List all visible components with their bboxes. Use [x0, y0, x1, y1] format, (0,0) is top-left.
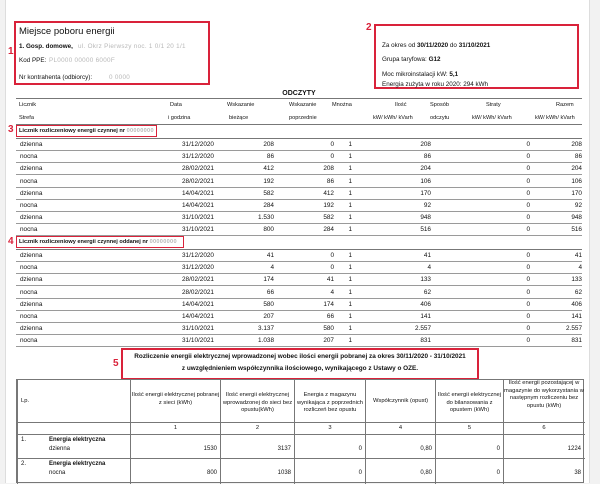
reading-losses: 0: [526, 177, 530, 185]
col-current: Wskazanie: [227, 102, 255, 108]
reading-previous: 0: [330, 264, 334, 272]
reading-multiplier: 1: [348, 264, 352, 272]
reading-current: 3.137: [258, 325, 274, 333]
power-row: [382, 71, 458, 78]
reading-previous: 582: [323, 214, 334, 222]
contractor-value: 0 0000: [109, 74, 131, 81]
header-title: Miejsce poboru energii: [19, 26, 115, 37]
reading-multiplier: 1: [348, 276, 352, 284]
reading-losses: 0: [526, 300, 530, 308]
reading-multiplier: 1: [348, 313, 352, 320]
settlement-value: 0: [496, 470, 500, 476]
reading-multiplier: 1: [348, 300, 352, 308]
col-num-3: 3: [328, 425, 332, 431]
col-pobrana: Ilość energii elektrycznej pobranej z sieci (kWh): [131, 392, 220, 406]
reading-total: 41: [574, 252, 582, 259]
reading-quantity: 2.557: [415, 325, 431, 333]
ppe-label: Kod PPE:: [19, 57, 47, 64]
settlement-value: 800: [206, 470, 217, 476]
col-loss: Straty: [486, 102, 501, 108]
col-current-2: bieżące: [229, 115, 249, 121]
reading-row: [16, 162, 582, 175]
col-date: Data: [170, 102, 182, 108]
reading-row: [16, 322, 582, 335]
reading-total: 62: [574, 288, 582, 296]
reading-current: 1.038: [258, 337, 274, 345]
reading-current: 86: [266, 153, 274, 161]
tariff-row: [382, 56, 440, 63]
col-total-unit: kW/ kWh/ kVarh: [535, 115, 575, 121]
settlement-value: 3137: [277, 446, 291, 452]
col-prev-2: poprzednie: [289, 115, 317, 121]
reading-row: [16, 286, 582, 299]
reading-losses: 0: [526, 252, 530, 259]
reading-date: 31/10/2021: [182, 337, 214, 345]
reading-current: 208: [263, 141, 274, 148]
reading-zone: dzienna: [20, 189, 43, 197]
meter2-label: [19, 239, 177, 245]
readings-top-rule: [16, 98, 582, 99]
meter1-label: [19, 128, 154, 134]
reading-current: 580: [263, 300, 274, 308]
settlement-value: 38: [574, 470, 581, 476]
power-label: Moc mikroinstalacji kW:: [382, 71, 448, 78]
h3: [17, 458, 585, 459]
reading-row: [16, 211, 582, 224]
reading-date: 31/12/2020: [182, 252, 214, 259]
reading-row: [16, 150, 582, 163]
reading-total: 86: [574, 153, 582, 161]
reading-zone: nocna: [20, 177, 38, 185]
reading-previous: 207: [323, 337, 334, 345]
reading-multiplier: 1: [348, 325, 352, 333]
settlement-value: 0: [358, 446, 362, 452]
reading-previous: 174: [323, 300, 334, 308]
reading-current: 66: [266, 288, 274, 296]
reading-date: 31/12/2020: [182, 153, 214, 161]
reading-zone: dzienna: [20, 300, 43, 308]
reading-total: 406: [571, 300, 582, 308]
reading-quantity: 62: [423, 288, 431, 296]
col-zone: Strefa: [19, 115, 34, 121]
reading-row: [16, 138, 582, 151]
period-to: 31/10/2021: [458, 42, 491, 49]
reading-row: [16, 298, 582, 311]
annotation-4: 4: [8, 236, 14, 247]
contractor-label: Nr kontrahenta (odbiorcy):: [19, 74, 93, 81]
col-bilansowanie: Ilość energii elektrycznej do bilansowania z opustem (kWh): [437, 392, 502, 413]
settlement-title-1: Rozliczenie energii elektrycznej wprowadzonej wobec ilości energii pobranej za okres 30/11/2020 - 31/10/2021: [134, 353, 466, 360]
reading-current: 284: [263, 202, 274, 209]
address-label: 1. Gosp. domowe,: [19, 43, 73, 50]
reading-total: 831: [571, 337, 582, 345]
reading-current: 4: [270, 264, 274, 272]
reading-losses: 0: [526, 202, 530, 209]
reading-losses: 0: [526, 325, 530, 333]
h2: [17, 434, 585, 435]
period-to-word: do: [449, 42, 457, 49]
reading-previous: 0: [330, 252, 334, 259]
reading-current: 174: [263, 276, 274, 284]
settlement-table: [16, 379, 584, 483]
settlement-value: 1038: [277, 470, 291, 476]
usage-row: Energia zużyta w roku 2020: 294 kWh: [382, 81, 489, 88]
settlement-zone: dzienna: [49, 446, 71, 452]
reading-zone: nocna: [20, 264, 38, 272]
reading-date: 31/12/2020: [182, 141, 214, 148]
col-num-2: 2: [255, 425, 260, 431]
reading-previous: 0: [330, 141, 334, 148]
tariff-value: G12: [428, 56, 441, 63]
ppe-value: PL0000 00000 6000F: [49, 57, 115, 64]
settlement-value: 1530: [203, 446, 217, 452]
reading-losses: 0: [526, 214, 530, 222]
reading-multiplier: 1: [348, 214, 352, 222]
reading-quantity: 516: [420, 226, 431, 234]
reading-quantity: 106: [420, 177, 431, 185]
period-from: 30/11/2020: [417, 42, 449, 49]
settlement-lp: 2.: [21, 461, 27, 467]
reading-zone: nocna: [20, 313, 38, 320]
settlement-zone: nocna: [49, 470, 66, 476]
reading-current: 41: [266, 252, 274, 259]
col-loss-unit: kW/ kWh/ kVarh: [472, 115, 512, 121]
reading-zone: nocna: [20, 202, 38, 209]
reading-zone: dzienna: [20, 325, 43, 333]
col-wspolczynnik: Współczynnik (opust): [372, 398, 429, 404]
col-lp: Lp.: [21, 398, 30, 404]
col-magazyn: Energia z magazynu wynikająca z poprzednich rozliczeń bez opustu: [296, 392, 364, 413]
address-value: ul. Okrz Pierwszy noc. 1 0/1 20 1/1: [78, 43, 186, 50]
reading-zone: dzienna: [20, 165, 43, 173]
reading-zone: nocna: [20, 226, 38, 234]
reading-losses: 0: [526, 153, 530, 161]
reading-total: 4: [578, 264, 582, 272]
reading-losses: 0: [526, 264, 530, 272]
reading-row: [16, 199, 582, 212]
reading-row: [16, 334, 582, 347]
reading-date: 31/10/2021: [182, 214, 214, 222]
reading-row: [16, 187, 582, 200]
reading-row: [16, 310, 582, 323]
settlement-value: 0,80: [420, 446, 432, 452]
reading-losses: 0: [526, 337, 530, 345]
reading-previous: 66: [326, 313, 334, 320]
reading-previous: 0: [330, 153, 334, 161]
reading-quantity: 41: [423, 252, 431, 259]
reading-row: [16, 223, 582, 236]
reading-losses: 0: [526, 276, 530, 284]
reading-previous: 284: [323, 226, 334, 234]
reading-date: 31/10/2021: [182, 325, 214, 333]
col-qty-unit: kW/ kWh/ kVarh: [373, 115, 413, 121]
annotation-1: 1: [8, 46, 14, 57]
settlement-value: 1224: [567, 446, 581, 452]
annotation-5: 5: [113, 358, 119, 369]
col-total: Razem: [556, 102, 574, 108]
reading-multiplier: 1: [348, 288, 352, 296]
reading-current: 800: [263, 226, 274, 234]
reading-total: 516: [571, 226, 582, 234]
reading-previous: 86: [326, 177, 334, 185]
readings-title: ODCZYTY: [282, 90, 316, 97]
reading-previous: 4: [330, 288, 334, 296]
reading-multiplier: 1: [348, 177, 352, 185]
reading-date: 31/12/2020: [182, 264, 214, 272]
col-num-6: 6: [542, 425, 546, 431]
col-mult: Mnożna: [332, 102, 352, 108]
reading-row: [16, 249, 582, 262]
reading-quantity: 208: [420, 141, 431, 148]
reading-current: 582: [263, 189, 274, 197]
meter2-label-text: Licznik rozliczeniowy energii czynnej oddanej nr: [19, 239, 148, 245]
reading-quantity: 831: [420, 337, 431, 345]
reading-date: 28/02/2021: [182, 276, 214, 284]
reading-current: 192: [263, 177, 274, 185]
col-num-4: 4: [398, 425, 403, 431]
reading-losses: 0: [526, 189, 530, 197]
settlement-name: Energia elektryczna: [49, 437, 106, 443]
reading-row: [16, 261, 582, 274]
reading-row: [16, 175, 582, 188]
reading-quantity: 406: [420, 300, 431, 308]
settlement-lp: 1.: [21, 437, 27, 443]
reading-total: 948: [571, 214, 582, 222]
reading-previous: 580: [323, 325, 334, 333]
reading-zone: dzienna: [20, 252, 43, 259]
reading-quantity: 92: [423, 202, 431, 209]
meter2-number: 00000000: [149, 239, 177, 245]
reading-quantity: 141: [420, 313, 431, 320]
reading-date: 28/02/2021: [182, 177, 214, 185]
reading-total: 2.557: [566, 325, 582, 333]
tariff-label: Grupa taryfowa:: [382, 56, 427, 63]
period-range-label: Za okres od: [382, 42, 416, 49]
annotation-2: 2: [366, 22, 372, 33]
reading-losses: 0: [526, 141, 530, 148]
reading-quantity: 4: [427, 264, 431, 272]
reading-quantity: 86: [423, 153, 431, 161]
reading-zone: nocna: [20, 288, 38, 296]
reading-quantity: 948: [420, 214, 431, 222]
reading-losses: 0: [526, 165, 530, 173]
reading-losses: 0: [526, 313, 530, 320]
meter1-number: 00000000: [126, 128, 154, 134]
reading-previous: 208: [323, 165, 334, 173]
reading-multiplier: 1: [348, 189, 352, 197]
reading-date: 31/10/2021: [182, 226, 214, 234]
col-pozostala: Ilość energii pozostającej w magazynie do wykorzystania w następnym rozliczeniu bez opustu (kWh): [504, 380, 584, 409]
reading-multiplier: 1: [348, 337, 352, 345]
col-method: Sposób: [430, 102, 449, 108]
settlement-name: Energia elektryczna: [49, 461, 106, 467]
reading-total: 170: [571, 189, 582, 197]
reading-date: 14/04/2021: [182, 313, 214, 320]
reading-zone: dzienna: [20, 276, 43, 284]
reading-zone: dzienna: [20, 141, 43, 148]
settlement-title-2: z uwzględnieniem współczynnika ilościowego, wynikającego z Ustawy o OZE.: [181, 365, 419, 372]
reading-zone: dzienna: [20, 214, 43, 222]
reading-current: 412: [263, 165, 274, 173]
reading-quantity: 204: [420, 165, 431, 173]
annotation-3: 3: [8, 124, 14, 135]
reading-total: 106: [571, 177, 582, 185]
reading-current: 1.530: [258, 214, 274, 222]
col-qty: Ilość: [395, 102, 407, 108]
h1: [17, 422, 585, 423]
col-num-1: 1: [173, 425, 178, 431]
col-date-2: i godzina: [168, 115, 191, 121]
reading-date: 14/04/2021: [182, 300, 214, 308]
reading-total: 204: [571, 165, 582, 173]
settlement-value: 0: [358, 470, 362, 476]
reading-date: 28/02/2021: [182, 165, 214, 173]
power-value: 5,1: [449, 71, 459, 78]
reading-date: 28/02/2021: [182, 288, 214, 296]
reading-row: [16, 273, 582, 286]
reading-losses: 0: [526, 226, 530, 234]
reading-previous: 192: [323, 202, 334, 209]
reading-multiplier: 1: [348, 141, 352, 148]
reading-previous: 41: [326, 276, 334, 284]
reading-total: 208: [571, 141, 582, 148]
col-num-5: 5: [467, 425, 472, 431]
reading-quantity: 133: [420, 276, 431, 284]
reading-zone: nocna: [20, 153, 38, 161]
reading-zone: nocna: [20, 337, 38, 345]
reading-multiplier: 1: [348, 202, 352, 209]
reading-total: 141: [571, 313, 582, 320]
col-prev: Wskazanie: [289, 102, 317, 108]
reading-losses: 0: [526, 288, 530, 296]
reading-quantity: 170: [420, 189, 431, 197]
reading-total: 92: [574, 202, 582, 209]
settlement-value: 0: [496, 446, 500, 452]
meter1-label-text: Licznik rozliczeniowy energii czynnej nr: [19, 128, 125, 134]
reading-date: 14/04/2021: [182, 189, 214, 197]
col-meter: Licznik: [19, 102, 37, 108]
col-method-2: odczytu: [430, 115, 450, 121]
col-wprowadzona: Ilość energii elektrycznej wprowadzonej do sieci bez opustu(kWh): [222, 392, 293, 413]
reading-multiplier: 1: [348, 252, 352, 259]
settlement-value: 0,80: [420, 470, 432, 476]
reading-total: 133: [571, 276, 582, 284]
period-range: [382, 42, 490, 49]
reading-multiplier: 1: [348, 165, 352, 173]
reading-multiplier: 1: [348, 153, 352, 161]
reading-multiplier: 1: [348, 226, 352, 234]
reading-current: 207: [263, 313, 274, 320]
reading-previous: 412: [323, 189, 334, 197]
reading-date: 14/04/2021: [182, 202, 214, 209]
